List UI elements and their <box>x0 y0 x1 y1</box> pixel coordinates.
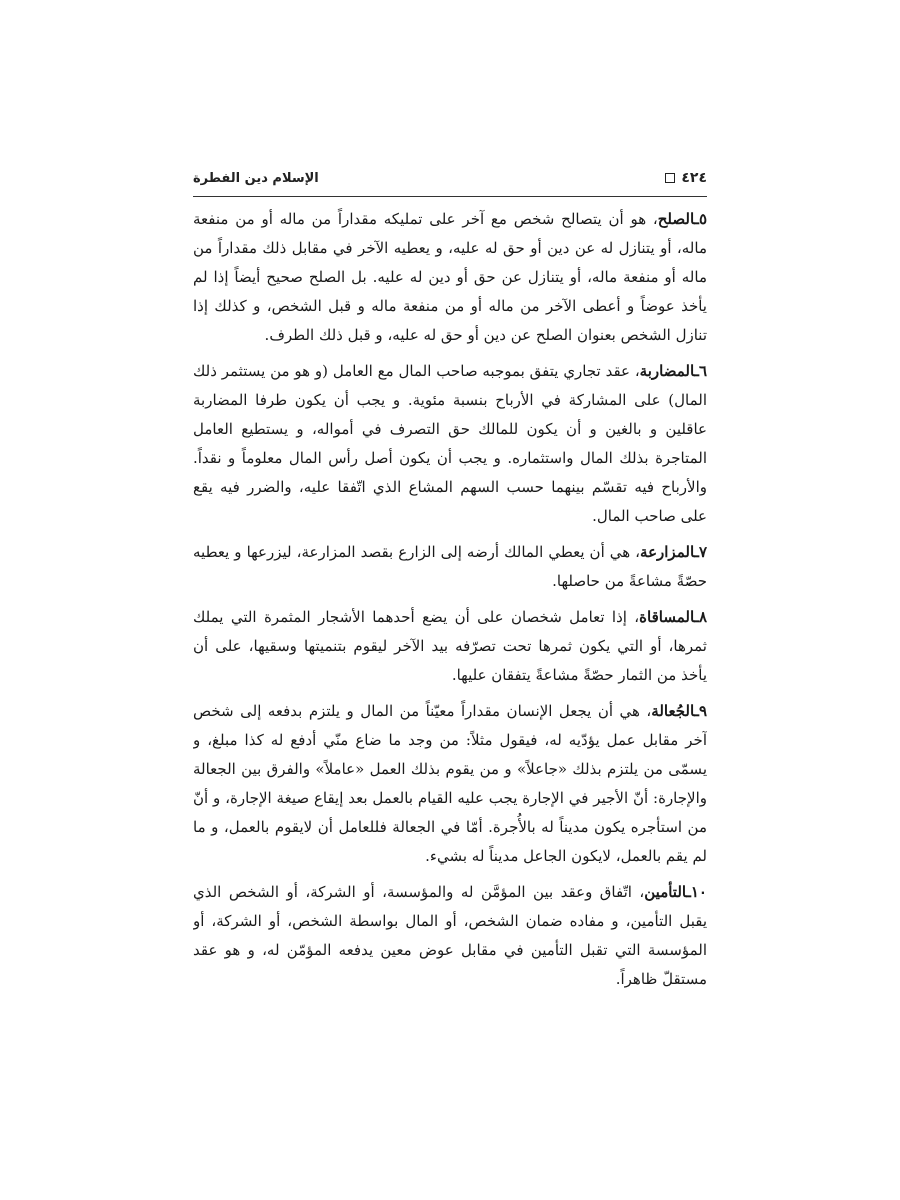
entry-muzaraa <box>193 538 707 596</box>
entry-tamin <box>193 878 707 994</box>
entry-mudaraba <box>193 357 707 531</box>
entry-term: الصلح <box>657 210 695 228</box>
entry-musaqat <box>193 603 707 690</box>
entry-text: ، إذا تعامل شخصان على أن يضع أحدهما الأشجار المثمرة التي يملك ثمرها، أو التي يكون ثمرها تحت تصرّفه بيد الآخر ليقوم بتنميتها وسقيها، على أن يأخذ من الثمار حصّةً مشاعةً يتفقان عليها. <box>193 608 707 684</box>
entry-number: ٥ـ <box>694 210 707 228</box>
page-header <box>193 164 707 192</box>
running-title: الإسلام دين الفطرة <box>193 170 319 186</box>
entry-sulh <box>193 205 707 350</box>
entry-number: ١٠ـ <box>686 883 707 901</box>
entry-term: المزارعة <box>640 543 695 561</box>
entry-juala <box>193 697 707 871</box>
entry-term: المضاربة <box>639 362 695 380</box>
entry-text: ، اتّفاق وعقد بين المؤمَّن له والمؤسسة، أو الشركة، أو الشخص الذي يقبل التأمين، و مفاده ضمان الشخص، أو المال بواسطة الشخص، أو الشركة، أو المؤسسة التي تقبل التأمين في مقابل عوض معين يدفعه المؤمّن له، و هو عقد مستقلّ ظاهراً. <box>193 883 707 988</box>
entry-term: المساقاة <box>639 608 695 626</box>
entry-term: التأمين <box>644 883 687 901</box>
body-text <box>193 205 707 1085</box>
entry-text: ، عقد تجاري يتفق بموجبه صاحب المال مع العامل (و هو من يستثمر ذلك المال) على المشاركة في الأرباح بنسبة مئوية. و يجب أن يكون طرفا المضاربة عاقلين و بالغين و أن يكون للمالك حق التصرف في أمواله، و يستطيع العامل المتاجرة بذلك المال واستثماره. و يجب أن يكون أصل رأس المال معلوماً و نقداً. والأرباح فيه تقسّم بينهما حسب السهم المشاع الذي اتّفقا عليه، والضرر فيه يقع على صاحب المال. <box>193 362 707 525</box>
entry-number: ٨ـ <box>694 608 707 626</box>
header-divider <box>193 196 707 197</box>
entry-number: ٦ـ <box>694 362 707 380</box>
entry-text: ، هي أن يعطي المالك أرضه إلى الزارع بقصد المزارعة، ليزرعها و يعطيه حصّةً مشاعةً من حاصلها. <box>193 543 707 590</box>
page-number: ٤٢٤ <box>681 170 707 186</box>
entry-term: الجُعالة <box>651 702 695 720</box>
entry-text: ، هي أن يجعل الإنسان مقداراً معيّناً من المال و يلتزم بدفعه إلى شخص آخر مقابل عمل يؤدّيه له، فيقول مثلاً: من وجد ما ضاع منّي أدفع له كذا مبلغ، و يسمّى من يلتزم بذلك «جاعلاً» و من يقوم بذلك العمل «عاملاً» والفرق بين الجعالة والإجارة: أنّ الأجير في الإجارة يجب عليه القيام بالعمل بعد إيقاع صيغة الإجارة، و أنّ من استأجره يكون مديناً له بالأُجرة. أمّا في الجعالة فللعامل أن لايقوم بالعمل، و ما لم يقم بالعمل، لايكون الجاعل مديناً له بشيء. <box>193 702 707 865</box>
page-number-block <box>665 170 707 186</box>
entry-number: ٧ـ <box>694 543 707 561</box>
entry-text: ، هو أن يتصالح شخص مع آخر على تمليكه مقداراً من ماله أو من منفعة ماله، أو يتنازل له عن دين أو حق له عليه، و يعطيه الآخر في مقابل ذلك مقداراً من ماله أو منفعة ماله، أو يتنازل عن حق أو دين له عليه. بل الصلح صحيح أيضاً إذا لم يأخذ عوضاً و أعطى الآخر من ماله أو من منفعة ماله و قبل الشخص، و كذلك إذا تنازل الشخص بعنوان الصلح عن دين أو حق له عليه، و قبل ذلك الطرف. <box>193 210 707 344</box>
entry-number: ٩ـ <box>694 702 707 720</box>
square-bullet-icon <box>665 173 675 183</box>
